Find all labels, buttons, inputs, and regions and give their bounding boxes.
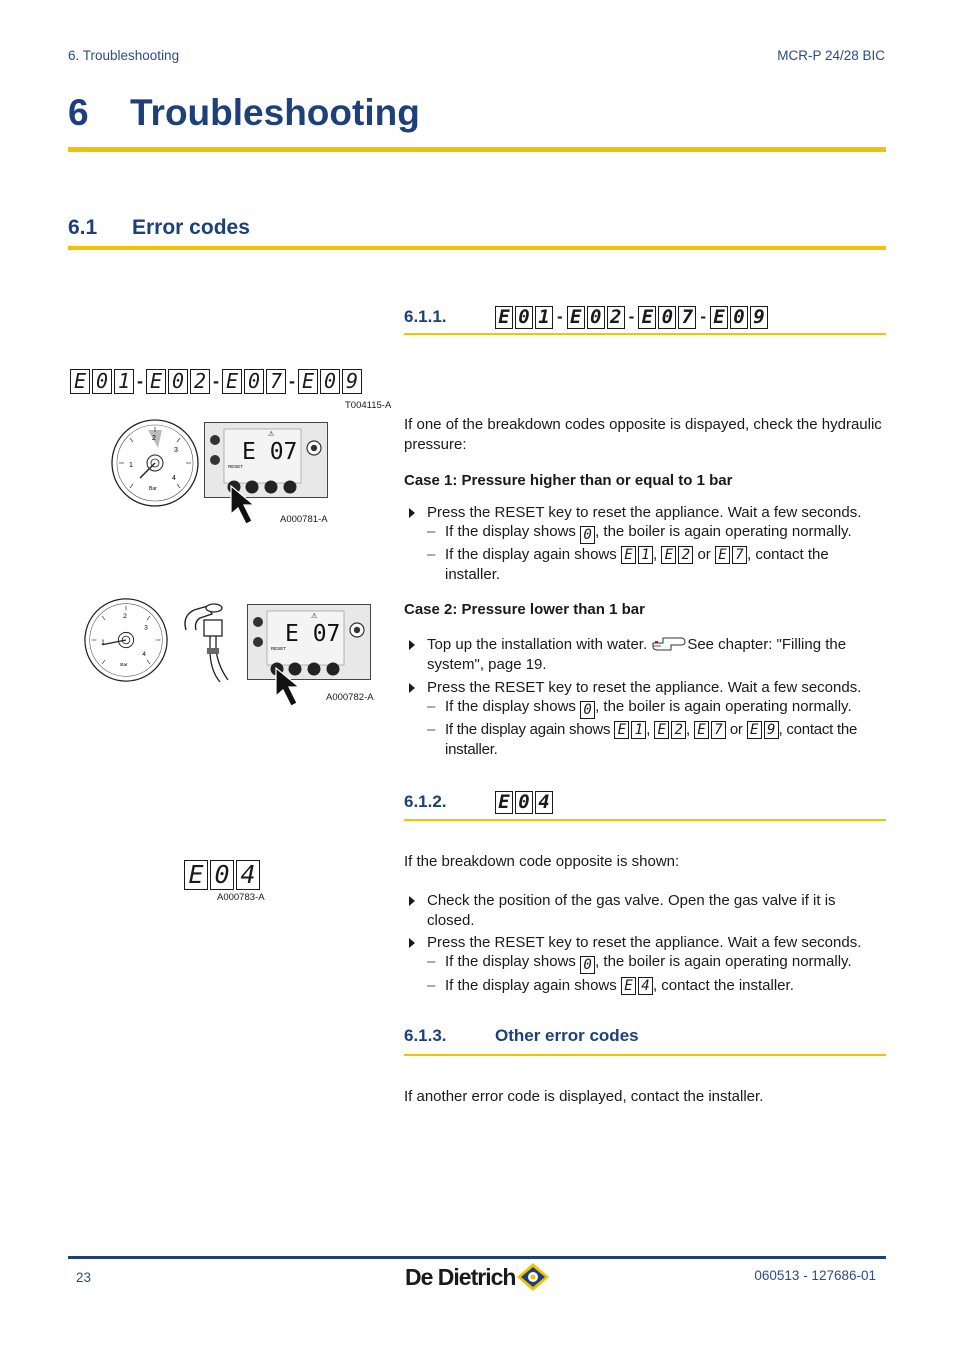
svg-text:Bar: Bar: [120, 662, 128, 668]
cursor-arrow-icon: [228, 484, 260, 528]
control-panel-2: [247, 604, 371, 680]
code-e09: E 0 9: [710, 306, 768, 329]
subsection-613-title: Other error codes: [495, 1026, 639, 1045]
s612-sub-1: – If the display shows 0 , the boiler is again operating normally.: [427, 953, 852, 973]
case2-sub-2: – If the display again shows E 1 , E 2 , E 7 or E 9 , contact the installer.: [427, 721, 858, 758]
case2-item-2: Press the RESET key to reset the appliance. Wait a few seconds.: [404, 678, 886, 698]
case1-title: Case 1: Pressure higher than or equal to 1 bar: [404, 472, 733, 489]
figure-3-ref: A000783-A: [217, 892, 265, 903]
svg-text:RESET: RESET: [271, 646, 287, 651]
s611-intro: If one of the breakdown codes opposite is dispayed, check the hydraulic pressure:: [404, 416, 882, 453]
case1-item-1: Press the RESET key to reset the appliance. Wait a few seconds.: [404, 503, 886, 523]
brand-name: De Dietrich: [405, 1263, 516, 1290]
subsection-613-rule: [404, 1054, 886, 1056]
chapter-heading: [68, 92, 420, 134]
code-e07: E 0 7: [638, 306, 696, 329]
svg-text:E 07: E 07: [285, 621, 341, 647]
svg-text:3: 3: [174, 447, 178, 454]
case1-sub-2: – If the display again shows E 1 , E 2 or E 7 , contact the installer.: [427, 546, 829, 583]
case2-item-1: Top up the installation with water. See chapter: "Filling the system", page 19.: [404, 635, 886, 675]
svg-text:RESET: RESET: [228, 464, 244, 469]
code-e04: E 0 4: [495, 791, 553, 814]
code-e02: E 0 2: [567, 306, 625, 329]
svg-text:1: 1: [101, 638, 105, 646]
s612-sub-2: – If the display again shows E 4 , contact the installer.: [427, 977, 794, 994]
document-reference: 060513 - 127686-01: [754, 1268, 876, 1283]
svg-text:⚠: ⚠: [268, 431, 275, 438]
brand-logo: [405, 1262, 550, 1292]
e04-figure: E 0 4: [184, 860, 260, 890]
page-number: 23: [76, 1270, 92, 1285]
svg-text:4: 4: [172, 475, 176, 482]
case2-sub-1: – If the display shows 0 , the boiler is again operating normally.: [427, 698, 852, 718]
control-panel-1: [204, 422, 328, 498]
water-tap-icon: [180, 600, 236, 684]
subsection-613-number: 6.1.3.: [404, 1026, 447, 1045]
codes-figure: E 0 1 - E 0 2 - E 0 7 - E 0 9: [70, 369, 362, 394]
subsection-611-heading: [404, 302, 768, 332]
subsection-611-rule: [404, 333, 886, 335]
svg-text:2: 2: [152, 435, 156, 442]
chapter-rule: [68, 147, 886, 152]
running-header-section: 6. Troubleshooting: [68, 48, 180, 63]
svg-text:1: 1: [129, 462, 133, 469]
pressure-gauge-1: [110, 418, 200, 508]
s612-item-1: Check the position of the gas valve. Open the gas valve if it is closed.: [404, 891, 886, 931]
svg-text:Bar: Bar: [149, 486, 157, 492]
subsection-612-rule: [404, 819, 886, 821]
case2-title: Case 2: Pressure lower than 1 bar: [404, 601, 645, 618]
subsection-611-codes: E 0 1 - E 0 2 - E 0 7 - E 0 9: [495, 306, 768, 329]
svg-text:2: 2: [123, 613, 127, 621]
subsection-611-number: 6.1.1.: [404, 307, 447, 326]
figure-2-ref: A000782-A: [326, 692, 374, 703]
cursor-arrow-icon: [273, 666, 305, 710]
section-number: 6.1: [68, 216, 98, 239]
subsection-612-heading: [404, 787, 553, 817]
s612-intro: If the breakdown code opposite is shown:: [404, 853, 680, 870]
code-e01: E 0 1: [495, 306, 553, 329]
chapter-number: 6: [68, 92, 89, 133]
s612-item-2: Press the RESET key to reset the appliance. Wait a few seconds.: [404, 933, 886, 953]
running-header-model: MCR-P 24/28 BIC: [777, 48, 885, 63]
s613-text: If another error code is displayed, contact the installer.: [404, 1088, 764, 1105]
svg-text:⚠: ⚠: [311, 613, 318, 620]
chapter-title: Troubleshooting: [130, 92, 420, 133]
section-heading: [68, 216, 250, 240]
svg-text:E 07: E 07: [242, 439, 298, 465]
pointing-hand-icon: [651, 635, 687, 653]
pressure-gauge-2: [83, 597, 169, 683]
codes-figure-ref: T004115-A: [345, 400, 392, 411]
case1-sub-1: – If the display shows 0 , the boiler is again operating normally.: [427, 523, 852, 543]
footer-rule: [68, 1256, 886, 1259]
brand-diamond-icon: [516, 1262, 550, 1292]
subsection-612-number: 6.1.2.: [404, 792, 447, 811]
subsection-613-heading: [404, 1021, 639, 1051]
svg-text:4: 4: [142, 651, 146, 659]
svg-text:3: 3: [144, 624, 148, 632]
section-rule: [68, 246, 886, 250]
figure-1-ref: A000781-A: [280, 514, 328, 525]
section-title: Error codes: [132, 216, 250, 239]
